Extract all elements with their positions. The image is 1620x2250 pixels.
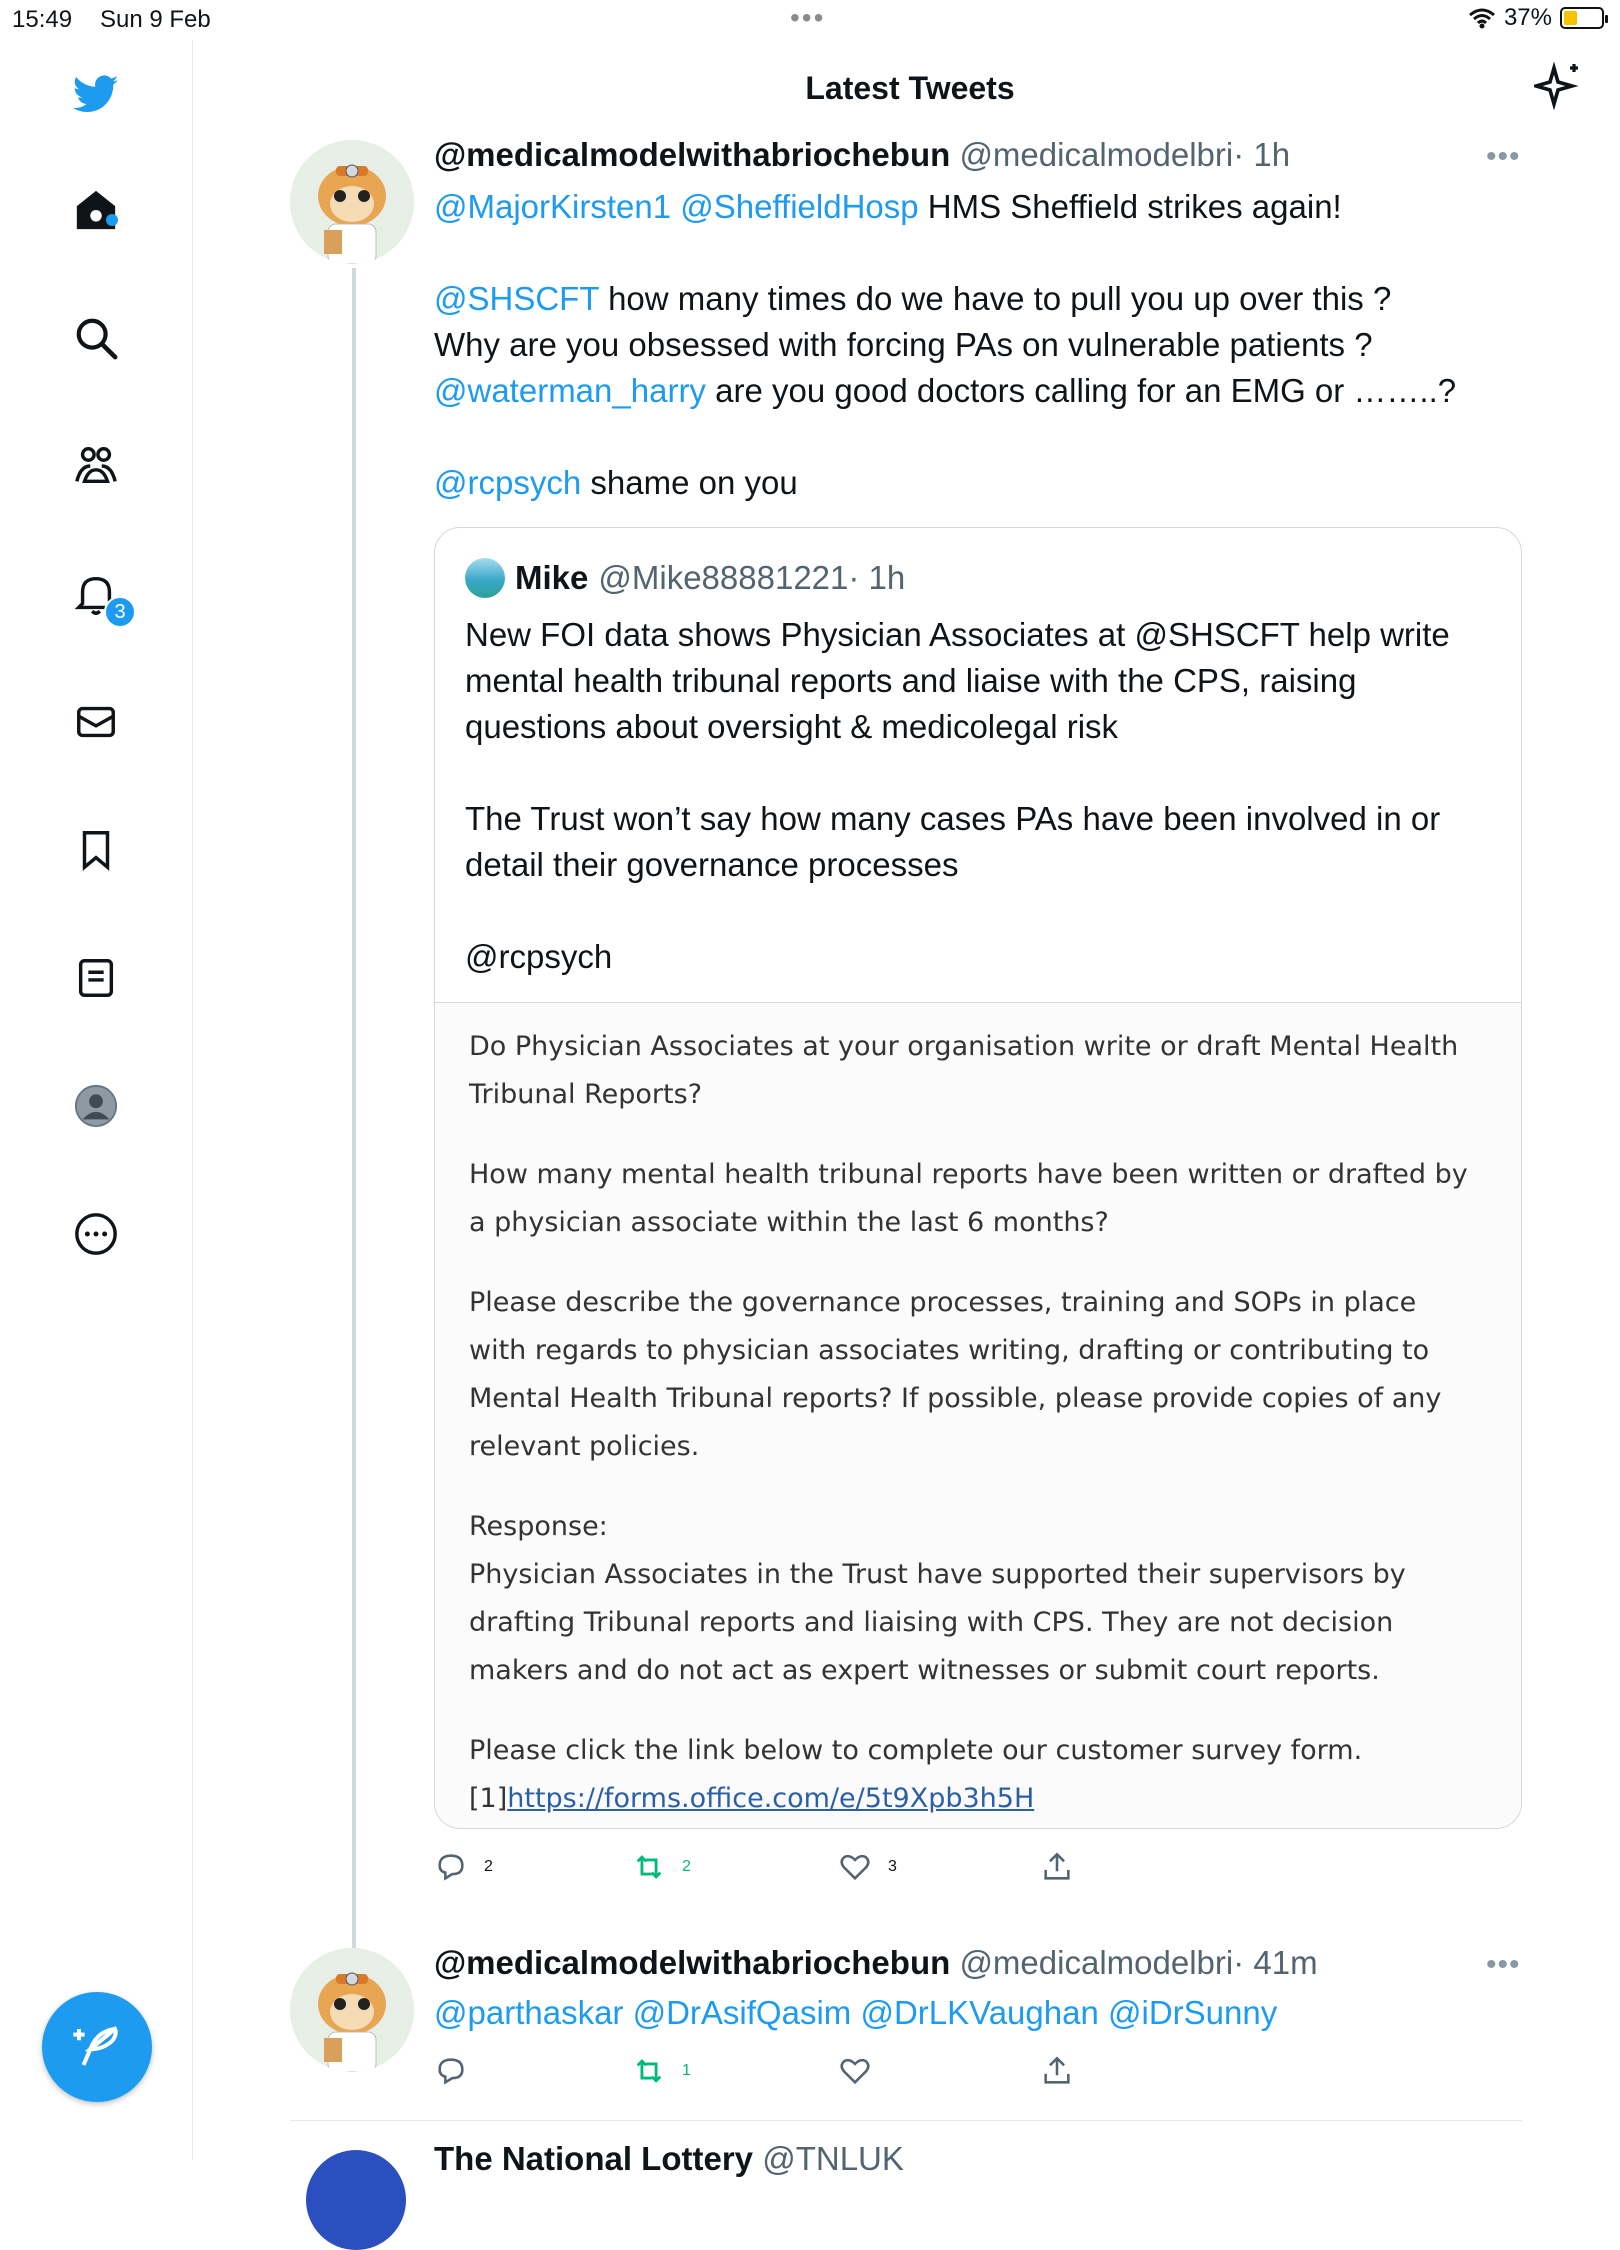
reply-count: 2 — [484, 1858, 493, 1875]
tweet-time[interactable]: · 1h — [1233, 136, 1291, 173]
like-button[interactable] — [838, 1850, 897, 1884]
foi-document-text — [469, 1023, 1479, 1829]
quote-paragraph: New FOI data shows Physician Associates at @SHSCFT help write mental health tribunal reports and liaise with the CPS, raising questions about oversight & medicolegal risk — [465, 616, 1450, 745]
share-icon — [1040, 1850, 1074, 1884]
search-icon[interactable] — [68, 310, 124, 366]
hamster-doctor-avatar-icon — [290, 1948, 414, 2072]
tweet-text: HMS Sheffield strikes again! — [918, 188, 1342, 225]
display-name[interactable]: @medicalmodelwithabriochebun — [434, 136, 951, 173]
hamster-doctor-avatar-icon — [290, 140, 414, 264]
like-count: 3 — [888, 1858, 897, 1875]
tweet-text: are you good doctors calling for an EMG or ……..? — [705, 372, 1457, 409]
like-button[interactable] — [838, 2054, 888, 2088]
mention-link[interactable]: @DrLKVaughan — [860, 1994, 1099, 2031]
quote-avatar[interactable] — [465, 558, 505, 598]
avatar[interactable] — [306, 2150, 406, 2250]
home-icon[interactable] — [68, 182, 124, 238]
tweet-options-icon[interactable]: ••• — [1486, 140, 1521, 173]
mention-link[interactable]: @parthaskar — [434, 1994, 624, 2031]
tweet-separator — [290, 2120, 1522, 2121]
more-icon[interactable] — [68, 1206, 124, 1262]
tweet-body — [434, 184, 1534, 506]
display-name[interactable]: @medicalmodelwithabriochebun — [434, 1944, 951, 1981]
quote-display-name: Mike — [515, 559, 589, 596]
tweet-header — [434, 1944, 1318, 1982]
profile-icon[interactable] — [68, 1078, 124, 1134]
retweet-icon — [632, 2054, 666, 2088]
avatar[interactable] — [290, 140, 414, 264]
sparkle-icon[interactable] — [1534, 62, 1582, 110]
tweet-line — [434, 368, 1534, 414]
quote-body — [465, 612, 1495, 980]
doc-response-label: Response: — [469, 1511, 608, 1542]
reply-button[interactable] — [434, 2054, 484, 2088]
mention-link[interactable]: @SHSCFT — [434, 280, 599, 317]
mail-icon[interactable] — [68, 694, 124, 750]
quote-handle: @Mike88881221· 1h — [598, 559, 906, 596]
twitter-logo-icon[interactable] — [68, 66, 124, 122]
doc-question-1: Do Physician Associates at your organisation write or draft Mental Health Tribunal Reports? — [469, 1031, 1459, 1110]
doc-response — [469, 1503, 1479, 1695]
tweet-text: how many times do we have to pull you up over this ? — [598, 280, 1392, 317]
doc-question-3: Please describe the governance processes, training and SOPs in place with regards to physician associates writing, drafting or contributing to Mental Health Tribunal reports? If possible, please provide copies of any relevant policies. — [469, 1287, 1442, 1462]
retweet-count: 2 — [682, 1858, 691, 1875]
doc-question-2: How many mental health tribunal reports have been written or drafted by a physician associate within the last 6 months? — [469, 1159, 1468, 1238]
sidebar — [0, 40, 193, 2160]
heart-icon — [838, 2054, 872, 2088]
multitasking-dots-icon[interactable]: ••• — [790, 2, 826, 33]
share-button[interactable] — [1040, 1850, 1074, 1884]
mention-link[interactable]: @MajorKirsten1 — [434, 188, 672, 225]
bookmark-icon[interactable] — [68, 822, 124, 878]
handle[interactable]: @medicalmodelbri — [959, 1944, 1234, 1981]
retweet-button[interactable] — [632, 1850, 691, 1884]
tweet-time[interactable]: · 41m — [1233, 1944, 1318, 1981]
quote-paragraph: The Trust won’t say how many cases PAs have been involved in or detail their governance processes — [465, 800, 1441, 883]
tweet-line — [434, 184, 1534, 230]
mention-link[interactable]: @SheffieldHosp — [680, 188, 919, 225]
status-date: Sun 9 Feb — [100, 6, 211, 33]
tweet-header — [434, 136, 1290, 174]
reply-icon — [434, 2054, 468, 2088]
mention-link[interactable]: @DrAsifQasim — [632, 1994, 852, 2031]
battery-percent: 37% — [1503, 4, 1552, 31]
doc-link-prefix: [1] — [469, 1783, 508, 1814]
notification-badge: 3 — [104, 596, 136, 628]
retweet-count: 1 — [682, 2062, 691, 2079]
thread-line — [352, 268, 356, 1948]
tweet-text: shame on you — [581, 464, 798, 501]
status-right — [1468, 4, 1604, 32]
doc-survey: Please click the link below to complete our customer survey form. [1]https://forms.office.com/e/5t9Xpb3h5H — [469, 1735, 1363, 1814]
status-bar — [0, 0, 1620, 40]
doc-survey-link: https://forms.office.com/e/5t9Xpb3h5H — [507, 1783, 1035, 1814]
retweet-button[interactable] — [632, 2054, 691, 2088]
feather-plus-icon — [70, 2020, 124, 2074]
mention-link[interactable]: @waterman_harry — [434, 372, 706, 409]
quote-image[interactable] — [435, 1002, 1522, 1829]
handle[interactable]: @medicalmodelbri — [959, 136, 1234, 173]
tweet-line — [434, 460, 1534, 506]
heart-icon — [838, 1850, 872, 1884]
mention-link[interactable]: @iDrSunny — [1108, 1994, 1278, 2031]
people-icon[interactable] — [68, 438, 124, 494]
tweet-line: Why are you obsessed with forcing PAs on vulnerable patients ? — [434, 326, 1373, 363]
battery-icon — [1560, 7, 1604, 29]
display-name[interactable]: The National Lottery — [434, 2140, 754, 2177]
home-new-dot — [106, 214, 118, 226]
handle[interactable]: @TNLUK — [762, 2140, 904, 2177]
doc-response-text: Physician Associates in the Trust have supported their supervisors by drafting Tribunal reports and liaising with CPS. They are not decision makers and do not act as expert witnesses or submit court reports. — [469, 1559, 1406, 1686]
tweet-line — [434, 276, 1534, 322]
compose-tweet-button[interactable] — [42, 1992, 152, 2102]
quoted-tweet[interactable] — [434, 527, 1522, 1829]
mention-link[interactable]: @rcpsych — [434, 464, 582, 501]
list-icon[interactable] — [68, 950, 124, 1006]
share-icon — [1040, 2054, 1074, 2088]
wifi-icon — [1468, 7, 1496, 29]
share-button[interactable] — [1040, 2054, 1074, 2088]
tweet-body — [434, 1990, 1534, 2036]
quote-header — [465, 558, 905, 598]
avatar[interactable] — [290, 1948, 414, 2072]
reply-icon — [434, 1850, 468, 1884]
reply-button[interactable] — [434, 1850, 493, 1884]
status-time: 15:49 — [12, 6, 73, 33]
tweet-options-icon[interactable]: ••• — [1486, 1948, 1521, 1981]
quote-paragraph: @rcpsych — [465, 938, 613, 975]
page-title: Latest Tweets — [805, 70, 1015, 106]
tweet-header — [434, 2140, 904, 2178]
retweet-icon — [632, 1850, 666, 1884]
